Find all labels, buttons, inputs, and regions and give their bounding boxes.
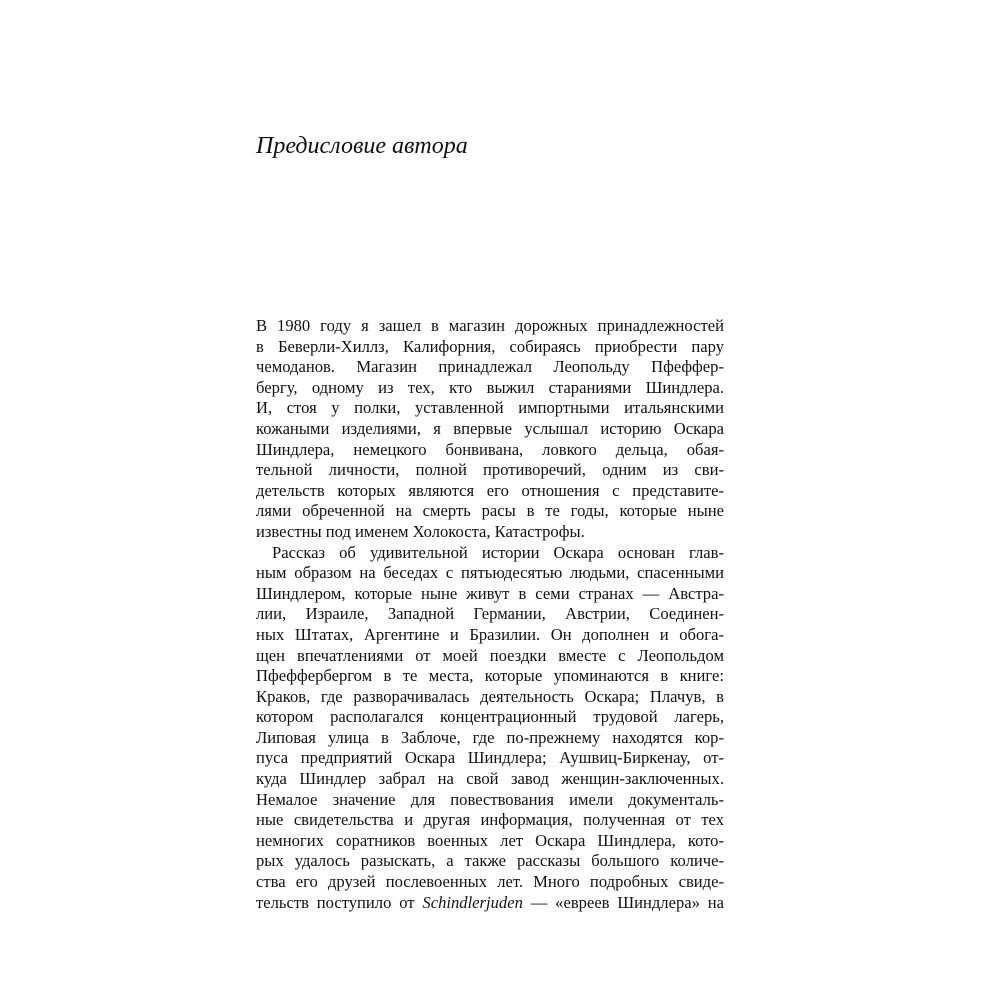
text-line: ства его друзей послевоенных лет. Много подробных свиде- bbox=[256, 872, 724, 892]
text-line: детельств которых являются его отношения с представите- bbox=[256, 480, 724, 500]
text-line: немногих соратников военных лет Оскара Шиндлера, кото- bbox=[256, 830, 724, 850]
text-line: Шиндлером, которые ныне живут в семи странах — Австра- bbox=[256, 583, 724, 603]
text-line: Рассказ об удивительной истории Оскара основан глав- bbox=[272, 542, 724, 562]
text-line: Пфеффербергом в те места, которые упоминаются в книге: bbox=[256, 666, 724, 686]
text-line: бергу, одному из тех, кто выжил стараниями Шиндлера. bbox=[256, 377, 724, 397]
italic-term: Schindlerjuden bbox=[422, 892, 523, 912]
text-line: котором располагался концентрационный трудовой лагерь, bbox=[256, 707, 724, 727]
text-run: тельств поступило от bbox=[256, 892, 423, 912]
text-line: Шиндлера, немецкого бонвивана, ловкого дельца, обая- bbox=[256, 439, 724, 459]
text-line: Липовая улица в Заблоче, где по-прежнему находятся кор- bbox=[256, 727, 724, 747]
text-line: лии, Израиле, Западной Германии, Австрии, Соединен- bbox=[256, 604, 724, 624]
text-line: щен впечатлениями от моей поездки вместе с Леопольдом bbox=[256, 645, 724, 665]
chapter-title: Предисловие автора bbox=[256, 133, 468, 159]
text-line: кожаными изделиями, я впервые услышал историю Оскара bbox=[256, 418, 724, 438]
text-line: И, стоя у полки, уставленной импортными итальянскими bbox=[256, 398, 724, 418]
text-line: куда Шиндлер забрал на свой завод женщин-заключенных. bbox=[256, 769, 724, 789]
text-line-final bbox=[256, 893, 724, 914]
text-line: в Беверли-Хиллз, Калифорния, собираясь приобрести пару bbox=[256, 336, 724, 356]
text-run: — «евреев Шиндлера» на bbox=[522, 892, 724, 912]
body-text bbox=[256, 316, 724, 913]
text-line: Краков, где разворачивалась деятельность Оскара; Плачув, в bbox=[256, 686, 724, 706]
text-line: ным образом на беседах с пятьюдесятью людьми, спасенными bbox=[256, 563, 724, 583]
text-line: лями обреченной на смерть расы в те годы, которые ныне bbox=[256, 501, 724, 521]
text-line: В 1980 году я зашел в магазин дорожных принадлежностей bbox=[256, 316, 724, 335]
text-line: тельной личности, полной противоречий, одним из сви- bbox=[256, 460, 724, 480]
text-line: известны под именем Холокоста, Катастрофы. bbox=[256, 521, 585, 541]
text-line: пуса предприятий Оскара Шиндлера; Аушвиц-Биркенау, от- bbox=[256, 748, 724, 768]
text-line: ных Штатах, Аргентине и Бразилии. Он дополнен и обога- bbox=[256, 624, 724, 644]
text-line: чемоданов. Магазин принадлежал Леопольду Пфеффер- bbox=[256, 357, 724, 377]
text-line: ные свидетельства и другая информация, полученная от тех bbox=[256, 810, 724, 830]
text-line: Немалое значение для повествования имели документаль- bbox=[256, 789, 724, 809]
text-line: рых удалось разыскать, а также рассказы большого количе- bbox=[256, 851, 724, 871]
